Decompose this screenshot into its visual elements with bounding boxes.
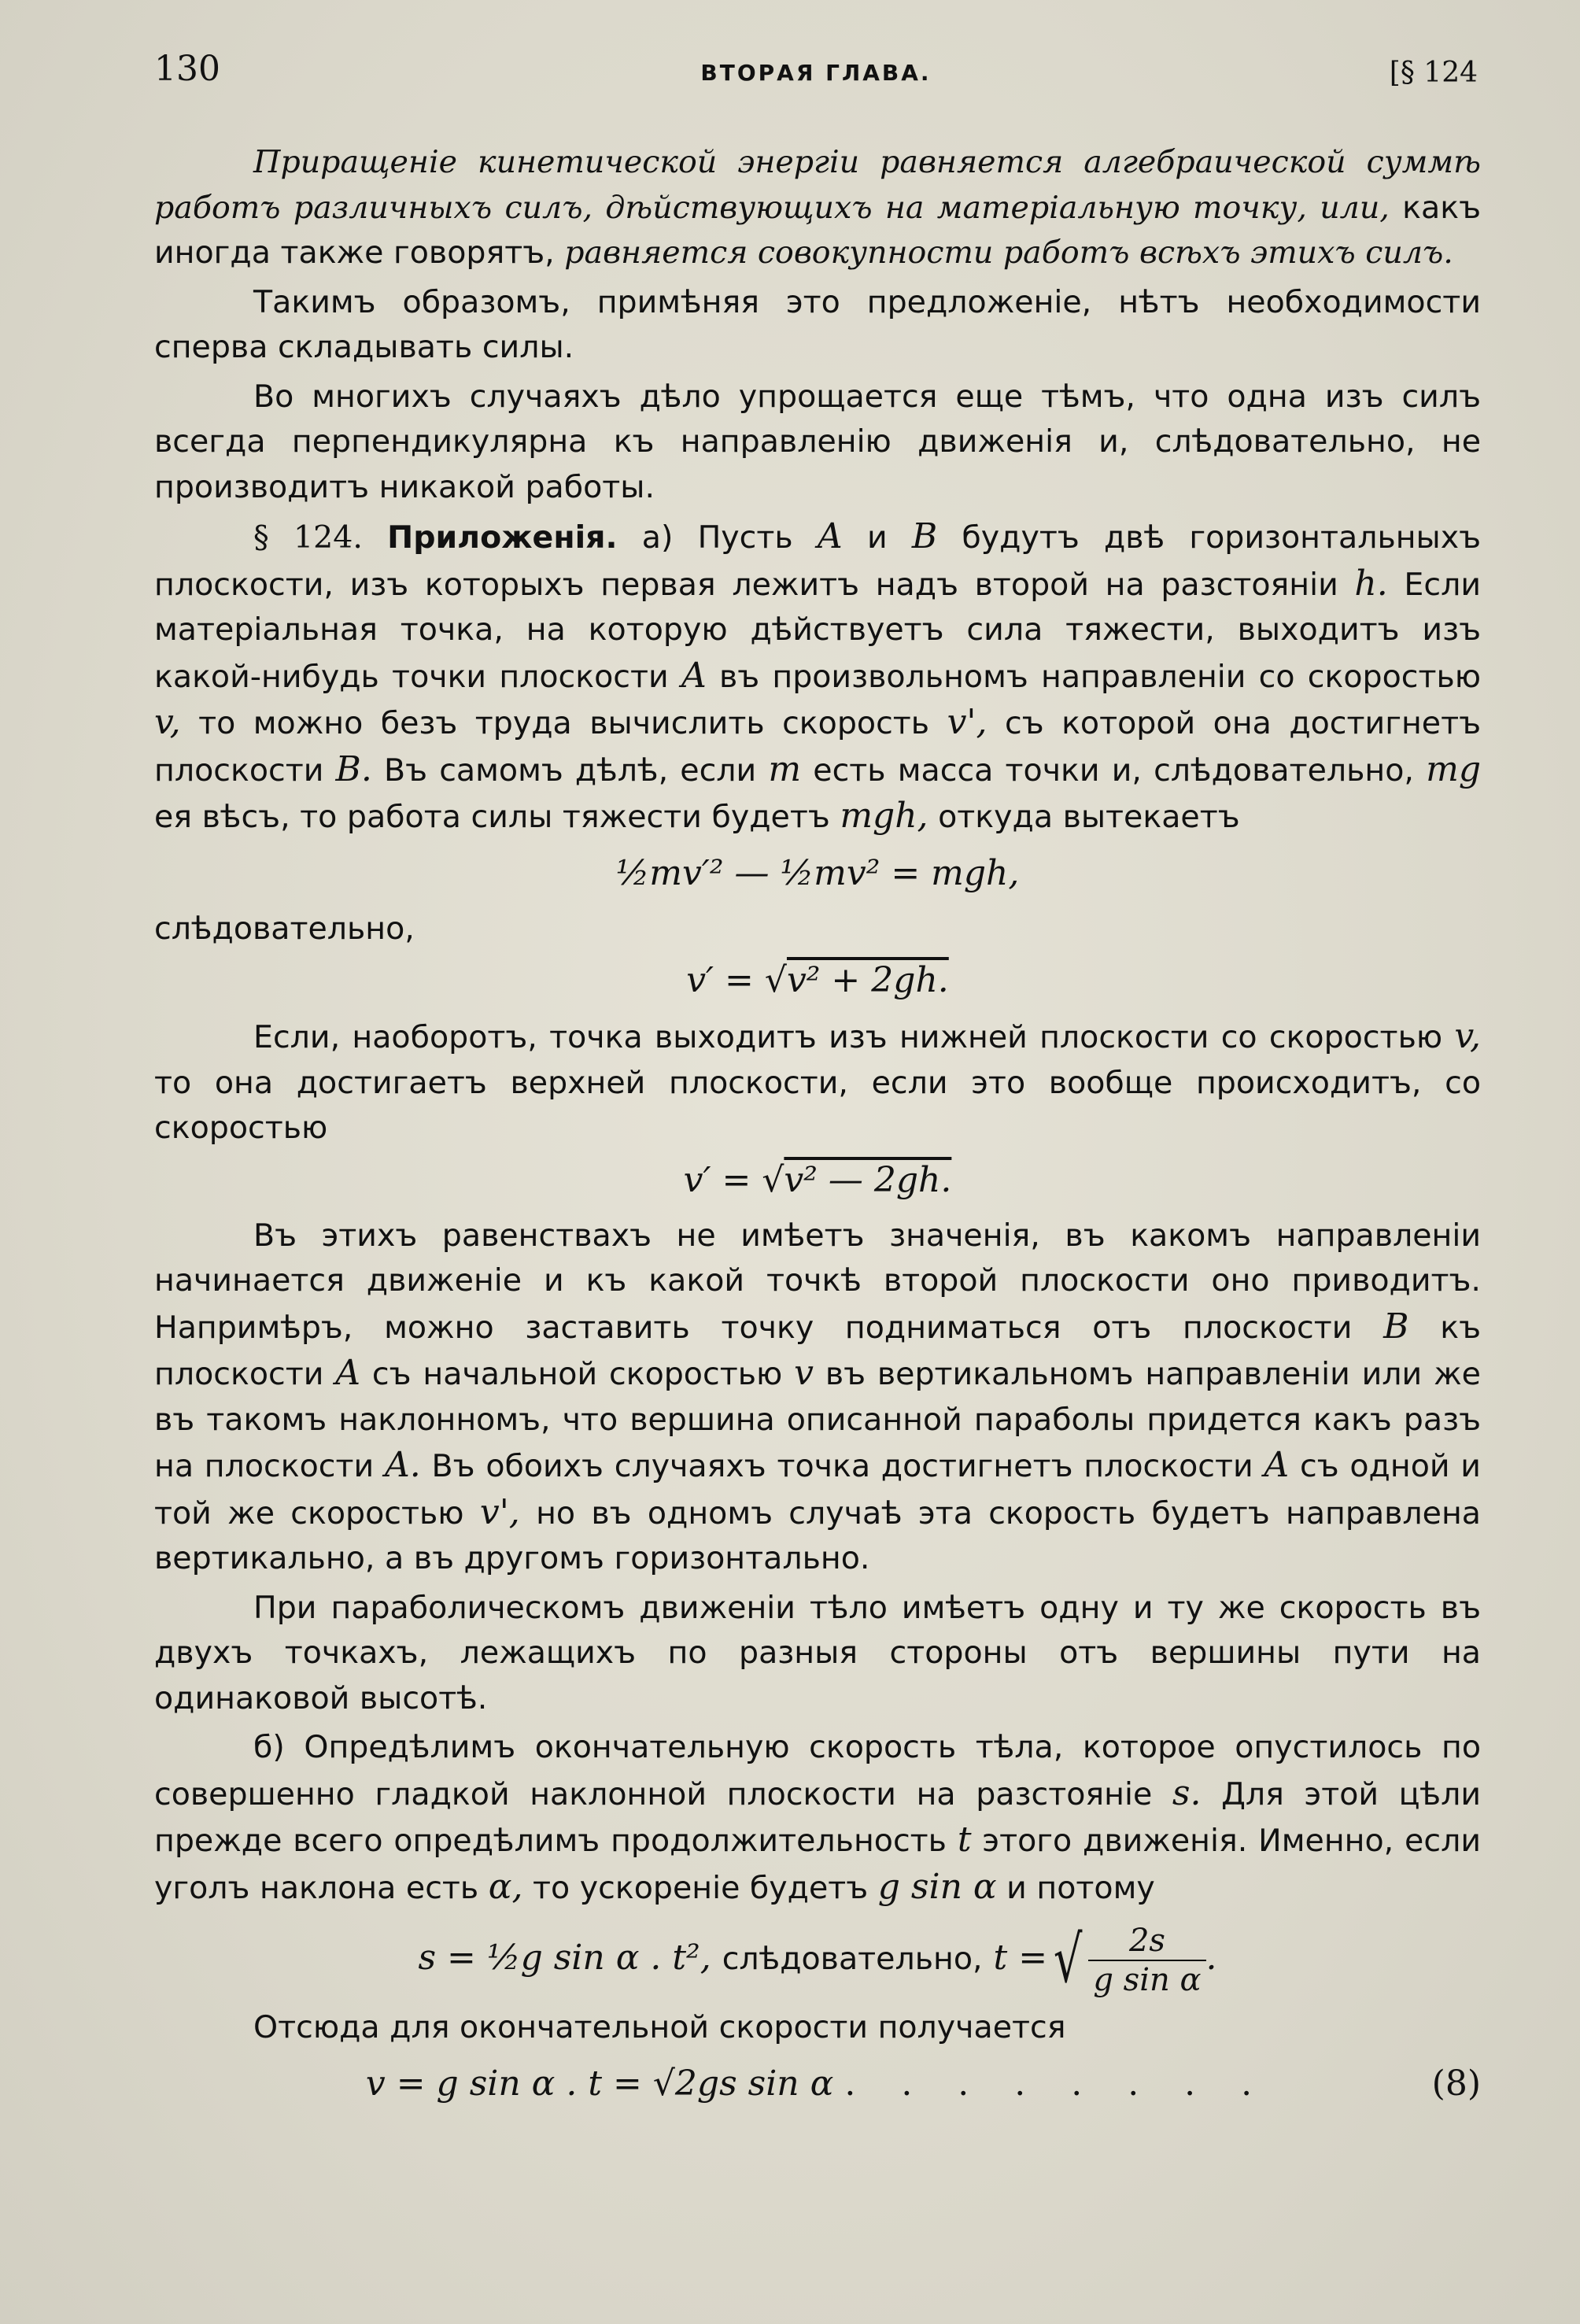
equation-final-velocity: v = g sin α . t = √2gs sin α . . . . . . . . (8) xyxy=(154,2051,1481,2117)
page-body xyxy=(154,140,1481,2117)
equation-velocity-up: v′ = √v² — 2gh. xyxy=(683,1159,952,1200)
word-sledovatelno: слѣдовательно, xyxy=(154,910,415,947)
fraction: $\frac{2s}{\text{g sin α}}$ xyxy=(1088,1922,1205,1999)
section-reference: [§ 124 xyxy=(1389,57,1478,89)
paragraph-6: Въ этихъ равенствахъ не имѣетъ значенія, въ какомъ направленіи начинается движеніе и къ какой точкѣ второй плоскости оно приводитъ. Напримѣръ, можно заставить точку подниматься отъ плоскости B къ плоскости A съ начальной скоростью v въ вертикальномъ направленіи или же въ такомъ наклонномъ, что вершина описанной параболы придется какъ разъ на плоскости A. Въ обоихъ случаяхъ точка достигнетъ плоскости A съ одной и той же скоростью v', но въ одномъ случаѣ эта скорость будетъ направлена вертикально, а въ другомъ горизонтально. xyxy=(154,1217,1482,1576)
sqrt-symbol: √ xyxy=(1053,1922,1083,1997)
paragraph-theorem: Приращеніе кинетической энергіи равняется алгебраической суммѣ работъ различныхъ силъ, дѣйствующихъ на матеріальную точку, или, какъ иногда также говорятъ, равняется совокупности работъ всѣхъ этихъ силъ. xyxy=(154,144,1481,271)
equation-velocity-down: v′ = √v² + 2gh. xyxy=(686,960,949,1000)
paragraph-2: Такимъ образомъ, примѣняя это предложеніе, нѣтъ необходимости сперва складывать силы. xyxy=(154,283,1481,365)
paragraph-9: Отсюда для окончательной скорости получается xyxy=(253,2009,1066,2045)
paragraph-applications: § 124. Приложенія. а) Пусть A и B будутъ двѣ горизонтальныхъ плоскости, изъ которыхъ первая лежитъ надъ второй на разстояніи h. Если матеріальная точка, на которую дѣйствуетъ сила тяжести, выходитъ изъ какой-нибудь точки плоскости A въ произвольномъ направленіи со скоростью v, то можно безъ труда вычислить скорость v', съ которой она достигнетъ плоскости B. Въ самомъ дѣлѣ, если m есть масса точки и, слѣдовательно, mg ея вѣсъ, то работа силы тяжести будетъ mgh, откуда вытекаетъ xyxy=(154,516,1482,836)
page-number: 130 xyxy=(154,49,220,89)
page-header xyxy=(154,49,1478,104)
paragraph-3: Во многихъ случаяхъ дѣло упрощается еще тѣмъ, что одна изъ силъ всегда перпендикулярна къ направленію движенія и, слѣдовательно, не производитъ никакой работы. xyxy=(154,378,1481,505)
section-title: Приложенія. xyxy=(387,519,618,556)
equation-energy: ½mv′² — ½mv² = mgh, xyxy=(615,852,1020,893)
paragraph-8: б) Опредѣлимъ окончательную скорость тѣла, которое опустилось по совершенно гладкой наклонной плоскости на разстояніе s. Для этой цѣли прежде всего опредѣлимъ продолжительность t этого движенія. Именно, если уголъ наклона есть α, то ускореніе будетъ g sin α и потому xyxy=(154,1729,1481,1907)
equation-number: (8) xyxy=(1431,2063,1481,2104)
paragraph-5: Если, наоборотъ, точка выходитъ изъ нижней плоскости со скоростью v, то она достигаетъ верхней плоскости, если это вообще происходитъ, со скоростью xyxy=(154,1016,1481,1146)
sqrt-symbol: √ xyxy=(764,960,787,1000)
paragraph-7: При параболическомъ движеніи тѣло имѣетъ одну и ту же скорость въ двухъ точкахъ, лежащихъ по разныя стороны отъ вершины пути на одинаковой высотѣ. xyxy=(154,1589,1481,1716)
sqrt-symbol: √ xyxy=(762,1159,784,1200)
running-head: ВТОРАЯ ГЛАВА. xyxy=(700,60,932,86)
equation-time: s = ½g sin α . t², слѣдовательно, t =√ $\frac{2s}{\text{g sin α}}$ . xyxy=(154,1911,1481,2005)
